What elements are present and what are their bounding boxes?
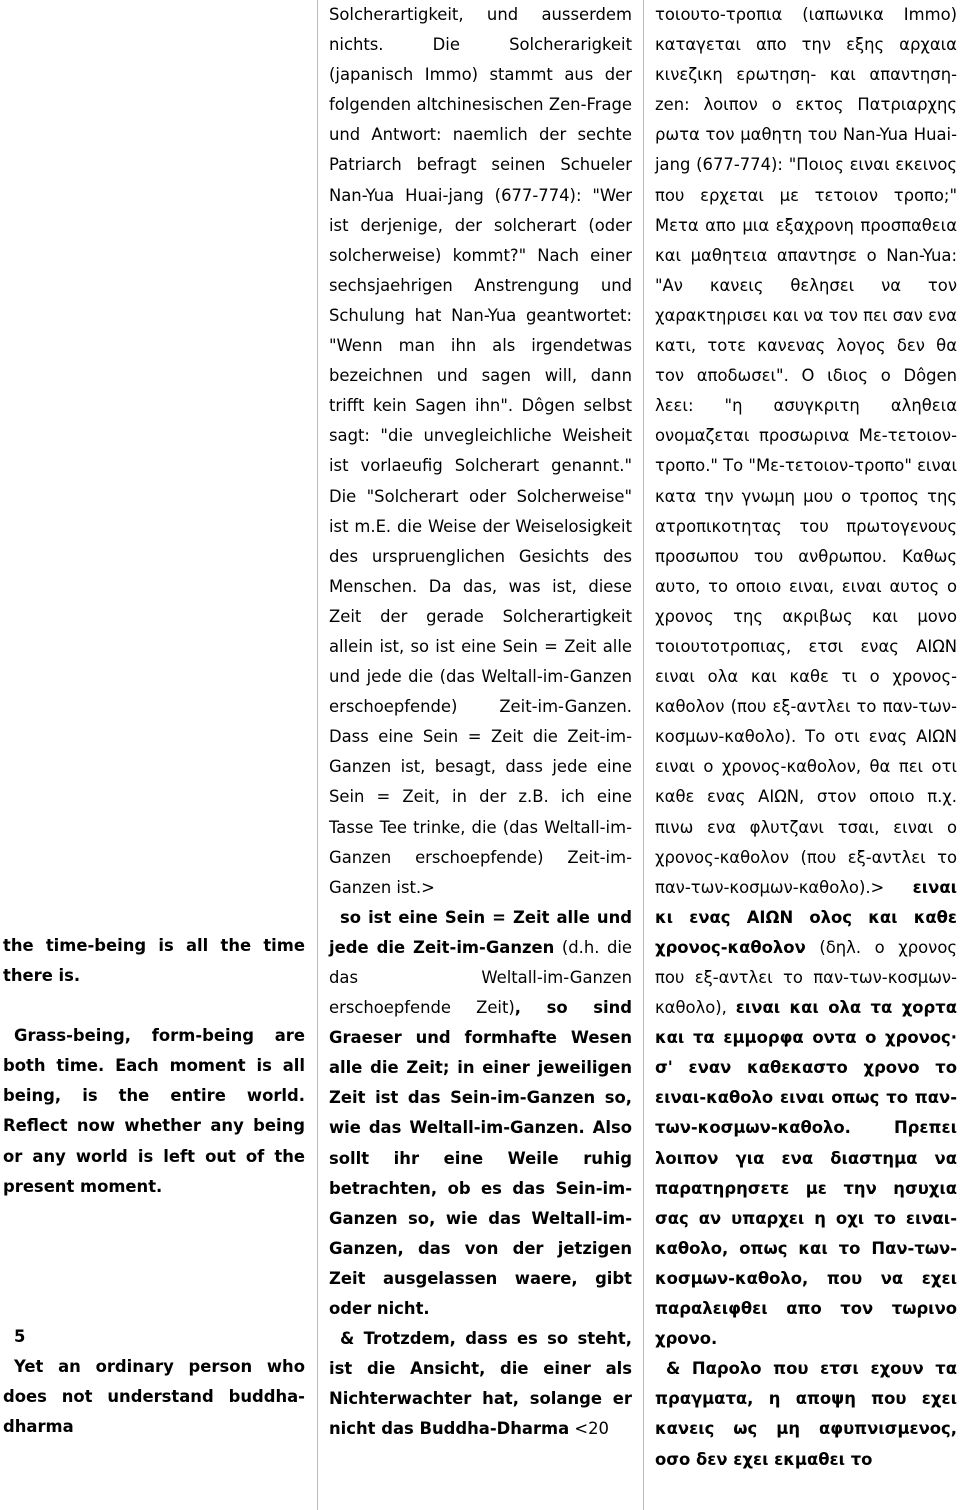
german-column [318,0,644,1510]
english-paragraph-grass-being: Grass-being, form-being are both time. Each moment is all being, is the entire world. Reflect now whether any being or any world is left out of the present moment. [3,1026,305,1196]
english-paragraph-ordinary-person: Yet an ordinary person who does not understand buddha-dharma [3,1356,305,1437]
english-column [0,0,318,1510]
german-normal-text: (d.h. die das Weltall-im-Ganzen erschoepfende Zeit) [329,937,632,1018]
greek-normal-text: (δηλ. ο χρονος που εξ-αντλει το παν-των-κοσμων-καθολο), [655,937,957,1018]
english-paragraph-time-being: the time-being is all the time there is. [3,936,305,986]
greek-paragraph-main [655,0,957,1354]
german-bold-text: so ist eine Sein = Zeit alle und jede die Zeit-im-Ganzen [329,907,632,957]
section-number: 5 [14,1326,26,1346]
german-normal-text-end: <20 [569,1419,609,1439]
german-commentary-text: Solcherartigkeit, und ausserdem nichts. Die Solcherarigkeit (japanisch Immo) stammt aus der folgenden altchinesischen Zen-Frage und Antwort: naemlich der sechte Patriarch befragt seinen Schueler Nan-Yua Huai-jang (677-774): "Wer ist derjenige, der solcherart (oder solcherweise) kommt?" Nach einer sechsjaehrigen Anstrengung und Schulung hat Nan-Yua geantwortet: "Wenn man ihn als irgendetwas bezeichnen und sagen will, dann trifft kein Sagen ihn". Dôgen selbst sagt: "die unvegleichliche Weisheit ist vorlaeufig Solcherart genannt." Die "Solcherart oder Solcherweise" ist m.E. die Weise der Weiselosigkeit des urspruenglichen Gesichts des Menschen. Da das, was ist, diese Zeit der gerade Solcherartigkeit allein ist, so ist eine Sein = Zeit alle und jede die (das Weltall-im-Ganzen erschoepfende) Zeit-im-Ganzen. Dass eine Sein = Zeit die Zeit-im-Ganzen ist, besagt, dass jede eine Sein = Zeit, in der z.B. ich eine Tasse Tee trinke, die (das Weltall-im-Ganzen erschoepfende) Zeit-im-Ganzen ist.> [329,5,632,897]
german-bold-text-continued: , so sind Graeser und formhafte Wesen alle die Zeit; in einer jeweiligen Zeit ist das Sein-im-Ganzen so, wie das Weltall-im-Ganzen. Also sollt ihr eine Weile ruhig betrachten, ob es das Sein-im-Ganzen so, wie das Weltall-im-Ganzen, das von der jetzigen Zeit ausgelassen waere, gibt oder nicht. [329,998,632,1319]
greek-bold-text-parolo: & Παρολο που ετσι εχουν τα πραγματα, η αποψη που εχει κανεις ως μη αφυπνισμενος, οσο δεν εχει εκμαθει το [655,1359,957,1469]
greek-bold-text: ειναι κι ενας ΑΙΩΝ ολος και καθε χρονος-καθολον [655,877,957,957]
greek-bold-text-continued: ειναι και ολα τα χορτα και τα εμμορφα οντα ο χρονος· σ' εναν καθεκαστο χρονο το ειναι-καθολο ειναι οπως το παν-των-κοσμων-καθολο. Πρεπει λοιπον για ενα διαστημα να παρατηρησετε με την ησυχια σας αν υπαρχει η οχι το ειναι-καθολο, οπως και το Παν-των-κοσμων-καθολο, που να εχει παραλειφθει απο τον τωρινο χρονο. [655,998,957,1349]
greek-paragraph-parolo [655,1354,957,1474]
greek-column [644,0,960,1510]
german-bold-text-trotzdem: & Trotzdem, dass es so steht, ist die Ansicht, die einer als Nichterwachter hat, solange er nicht das Buddha-Dharma [329,1329,632,1439]
german-paragraph-trotzdem [329,1324,632,1444]
german-paragraph-time-being [329,903,632,1324]
greek-commentary-text: τοιουτο-τροπια (ιαπωνικα Immo) καταγεται απο την εξης αρχαια κινεζικη ερωτηση- και απαντηση-zen: λοιπον ο εκτος Πατριαρχης ρωτα τον μαθητη του Nan-Yua Huai-jang (677-774): "Ποιος ειναι εκεινος που ερχεται με τετοιον τροπο;" Μετα απο μια εξαχρονη προσπαθεια και μαθητεια απαντησε ο Nan-Yua: "Αν κανεις θελησει να τον χαρακτηρισει και να τον πει σαν ενα κατι, τοτε κανενας λογος δεν θα τον αποδωσει". Ο ιδιος ο Dôgen λεει: "η ασυγκριτη αληθεια ονομαζεται προσωρινα Με-τετοιον-τροπο." Το "Με-τετοιον-τροπο" ειναι κατα την γνωμη μου ο τροπος της ατροπικοτητας του πρωτογενους προσωπου του ανθρωπου. Καθως αυτο, το οποιο ειναι, ειναι αυτος ο χρονος της ακριβως και μονο τοιουτοτροπιας, ετσι ενας ΑΙΩΝ ειναι ολα και καθε τι ο χρονος-καθολον (που εξ-αντλει το παν-των-κοσμων-καθολο). Το οτι ενας ΑΙΩΝ ειναι ο χρονος-καθολον, θα πει οτι καθε ενας ΑΙΩΝ, στον οποιο π.χ. πινω ενα φλυτζανι τσαι, ειναι ο χρονος-καθολον (που εξ-αντλει το παν-των-κοσμων-καθολο).> [655,5,957,897]
german-commentary [329,0,632,903]
